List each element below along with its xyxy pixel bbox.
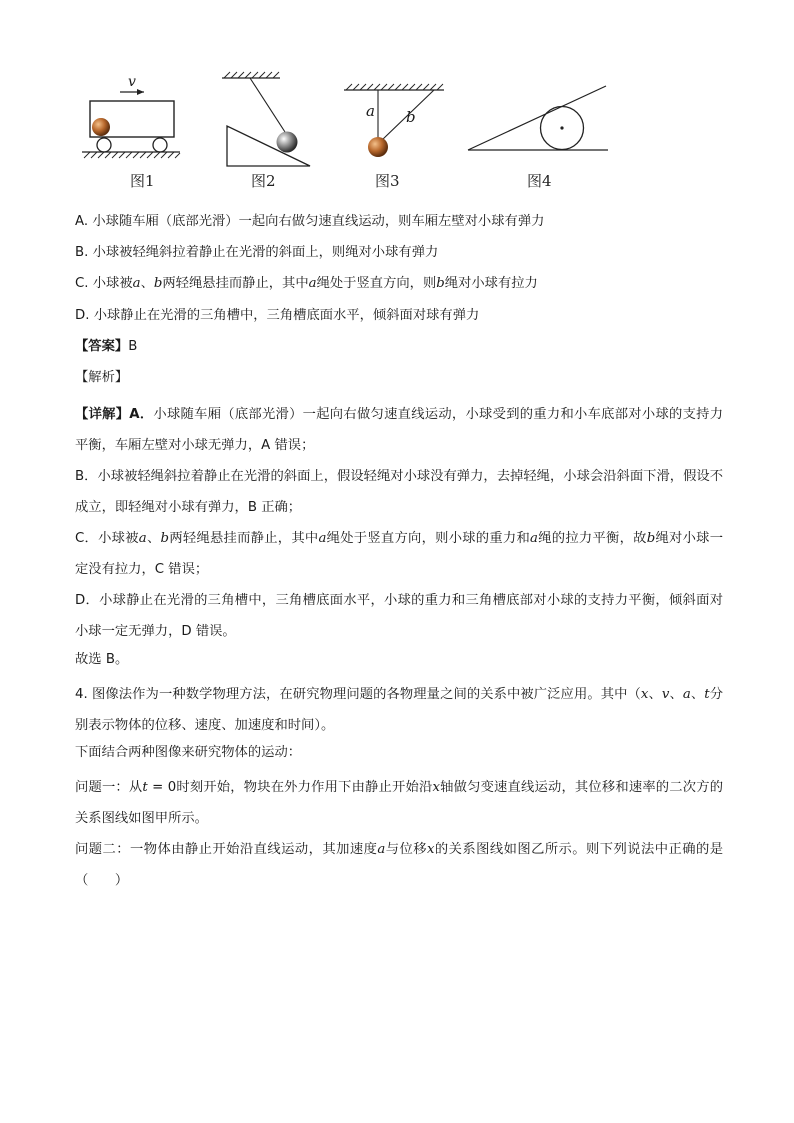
detail-label: 【详解】 <box>75 407 130 422</box>
var-a: a <box>682 687 691 702</box>
var-b: b <box>153 276 163 291</box>
var-a: a <box>530 531 538 546</box>
detail-conclusion: 故选 B。 <box>75 652 129 667</box>
fig2-ball <box>277 132 298 153</box>
fig3-ball <box>368 137 388 157</box>
var-b: b <box>436 276 445 291</box>
detail-c-text: 绳处于竖直方向，则小球的重力和 <box>326 531 531 546</box>
q4-intro-text: 、 <box>648 687 662 702</box>
analysis-label: 【解析】 <box>75 370 129 385</box>
q4-problem-1-text: 轴做匀变速直线运动，其位移和速率的二次方的关系图线如图甲所示。 <box>75 780 724 826</box>
answer-line <box>75 337 137 357</box>
var-a: a <box>308 276 317 291</box>
detail-a-marker: A． <box>129 407 154 422</box>
figure-4-groove <box>468 86 608 150</box>
var-a: a <box>318 531 327 546</box>
detail-c <box>75 523 723 585</box>
q4-problem-2 <box>75 834 723 896</box>
fig3-rope-b-label: b <box>406 108 416 126</box>
var-t: t <box>142 780 148 795</box>
var-a: a <box>377 842 386 857</box>
var-b: b <box>160 531 170 546</box>
var-b: b <box>646 531 656 546</box>
detail-a-text: 小球随车厢（底部光滑）一起向右做匀速直线运动，小球受到的重力和小车底部对小球的支持力平衡，车厢左壁对小球无弹力，A 错误； <box>75 407 724 453</box>
q4-intro-text: 、 <box>690 687 705 702</box>
q4-problem-1 <box>75 772 723 834</box>
q4-intro <box>75 679 723 741</box>
var-a: a <box>132 276 141 291</box>
detail-d: D．小球静止在光滑的三角槽中，三角槽底面水平，小球的重力和三角槽底部对小球的支持力平衡，倾斜面对小球一定无弹力，D 错误。 <box>75 593 723 639</box>
q4-problem-1-text: 问题一：从 <box>75 780 143 795</box>
option-d: D. 小球静止在光滑的三角槽中，三角槽底面水平，倾斜面对球有弹力 <box>75 308 480 323</box>
figures-row <box>60 62 620 194</box>
q4-problem-1-text: = 0时刻开始，物块在外力作用下由静止开始沿 <box>147 780 433 795</box>
fig1-ball <box>92 118 110 136</box>
q4-intro-text: 4. 图像法作为一种数学物理方法，在研究物理问题的各物理量之间的关系中被广泛应用。其中（ <box>75 687 641 702</box>
var-a: a <box>138 531 147 546</box>
detail-c-text: 绳的拉力平衡，故 <box>537 531 647 546</box>
var-t: t <box>704 687 710 702</box>
option-c-text: 绳对小球有拉力 <box>444 276 538 291</box>
detail-c-text: 两轻绳悬挂而静止，其中 <box>169 531 319 546</box>
figure-2-incline <box>222 72 310 166</box>
q4-intro-text: 、 <box>669 687 683 702</box>
figure-2-caption: 图2 <box>251 172 276 190</box>
q4-problem-2-text: 的关系图线如图乙所示。则下列说法中正确的是（ ） <box>75 842 724 888</box>
detail-a <box>75 399 723 461</box>
figure-3-caption: 图3 <box>375 172 400 190</box>
var-v: v <box>661 687 670 702</box>
var-x: x <box>640 687 649 702</box>
option-a: A. 小球随车厢（底部光滑）一起向右做匀速直线运动，则车厢左壁对小球有弹力 <box>75 214 545 229</box>
answer-label: 【答案】 <box>75 339 129 354</box>
option-c-text: C. 小球被 <box>75 276 133 291</box>
detail-b: B．小球被轻绳斜拉着静止在光滑的斜面上，假设轻绳对小球没有弹力，去掉轻绳，小球会沿斜面下滑，假设不成立，即轻绳对小球有弹力，B 正确； <box>75 469 723 515</box>
q4-lead: 下面结合两种图像来研究物体的运动： <box>75 745 302 760</box>
figure-4-caption: 图4 <box>527 172 552 190</box>
detail-c-text: 、 <box>146 531 161 546</box>
fig1-velocity-label: v <box>128 74 136 90</box>
var-x: x <box>426 842 435 857</box>
q4-problem-2-text: 与位移 <box>385 842 427 857</box>
option-c-text: 绳处于竖直方向，则 <box>316 276 437 291</box>
option-b: B. 小球被轻绳斜拉着静止在光滑的斜面上，则绳对小球有弹力 <box>75 245 439 260</box>
figure-3-two-ropes <box>344 84 444 157</box>
detail-c-text: C．小球被 <box>75 531 139 546</box>
answer-value: B <box>128 339 138 354</box>
figure-1-cart <box>82 89 180 158</box>
q4-problem-2-text: 问题二：一物体由静止开始沿直线运动，其加速度 <box>75 842 378 857</box>
option-c-text: 、 <box>140 276 154 291</box>
var-x: x <box>432 780 440 795</box>
q4-intro-text: 分别表示物体的位移、速度、加速度和时间）。 <box>75 687 724 733</box>
option-c <box>75 274 538 294</box>
figure-1-caption: 图1 <box>130 172 155 190</box>
fig3-rope-a-label: a <box>366 102 375 120</box>
option-c-text: 两轻绳悬挂而静止，其中 <box>162 276 309 291</box>
detail-c-text: 绳对小球一定没有拉力，C 错误； <box>75 531 724 577</box>
